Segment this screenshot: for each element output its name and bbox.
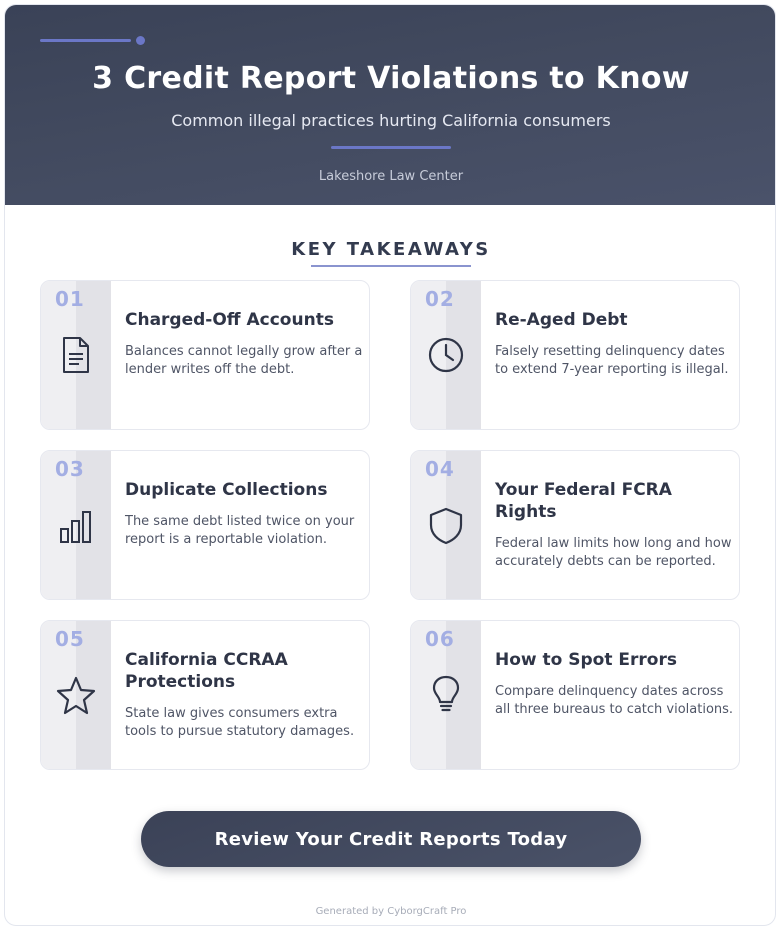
shield-icon bbox=[426, 505, 466, 545]
card-title: Duplicate Collections bbox=[125, 480, 328, 500]
card-description: Falsely resetting delinquency dates to extend 7-year reporting is illegal. bbox=[495, 344, 729, 377]
header-banner bbox=[5, 5, 776, 205]
infographic-page bbox=[4, 4, 776, 926]
review-credit-reports-button[interactable]: Review Your Credit Reports Today bbox=[141, 811, 641, 867]
takeaway-card-3 bbox=[40, 450, 370, 600]
card-description: Federal law limits how long and how accurately debts can be reported. bbox=[495, 536, 732, 569]
takeaway-card-5 bbox=[40, 620, 370, 770]
takeaway-card-6 bbox=[410, 620, 740, 770]
takeaway-card-2 bbox=[410, 280, 740, 430]
card-description: State law gives consumers extra tools to pursue statutory damages. bbox=[125, 706, 355, 739]
star-icon bbox=[56, 675, 96, 715]
takeaway-card-1 bbox=[40, 280, 370, 430]
card-description: Balances cannot legally grow after a lender writes off the debt. bbox=[125, 344, 363, 377]
card-title: Your Federal FCRA Rights bbox=[495, 480, 672, 522]
header-accent-line bbox=[331, 146, 451, 149]
section-underline bbox=[311, 265, 471, 267]
decorative-line bbox=[40, 39, 131, 42]
card-title: Re-Aged Debt bbox=[495, 310, 628, 330]
page-title: 3 Credit Report Violations to Know bbox=[92, 61, 690, 96]
document-icon bbox=[56, 335, 96, 375]
card-number: 04 bbox=[425, 457, 455, 481]
card-number: 03 bbox=[55, 457, 85, 481]
card-number: 06 bbox=[425, 627, 455, 651]
card-title: How to Spot Errors bbox=[495, 650, 677, 670]
card-title: Charged-Off Accounts bbox=[125, 310, 334, 330]
card-number: 01 bbox=[55, 287, 85, 311]
takeaway-card-4 bbox=[410, 450, 740, 600]
card-description: The same debt listed twice on your report is a reportable violation. bbox=[125, 514, 355, 547]
card-number: 05 bbox=[55, 627, 85, 651]
organization-name: Lakeshore Law Center bbox=[318, 169, 464, 184]
clock-icon bbox=[426, 335, 466, 375]
footer-credit: Generated by CyborgCraft Pro bbox=[315, 906, 467, 917]
card-title: California CCRAA Protections bbox=[125, 650, 288, 692]
decorative-dot bbox=[136, 36, 145, 45]
card-number: 02 bbox=[425, 287, 455, 311]
card-description: Compare delinquency dates across all three bureaus to catch violations. bbox=[495, 684, 734, 717]
page-subtitle: Common illegal practices hurting California consumers bbox=[171, 111, 611, 130]
section-title: KEY TAKEAWAYS bbox=[291, 239, 491, 260]
bar-chart-icon bbox=[56, 505, 96, 545]
lightbulb-icon bbox=[426, 675, 466, 715]
